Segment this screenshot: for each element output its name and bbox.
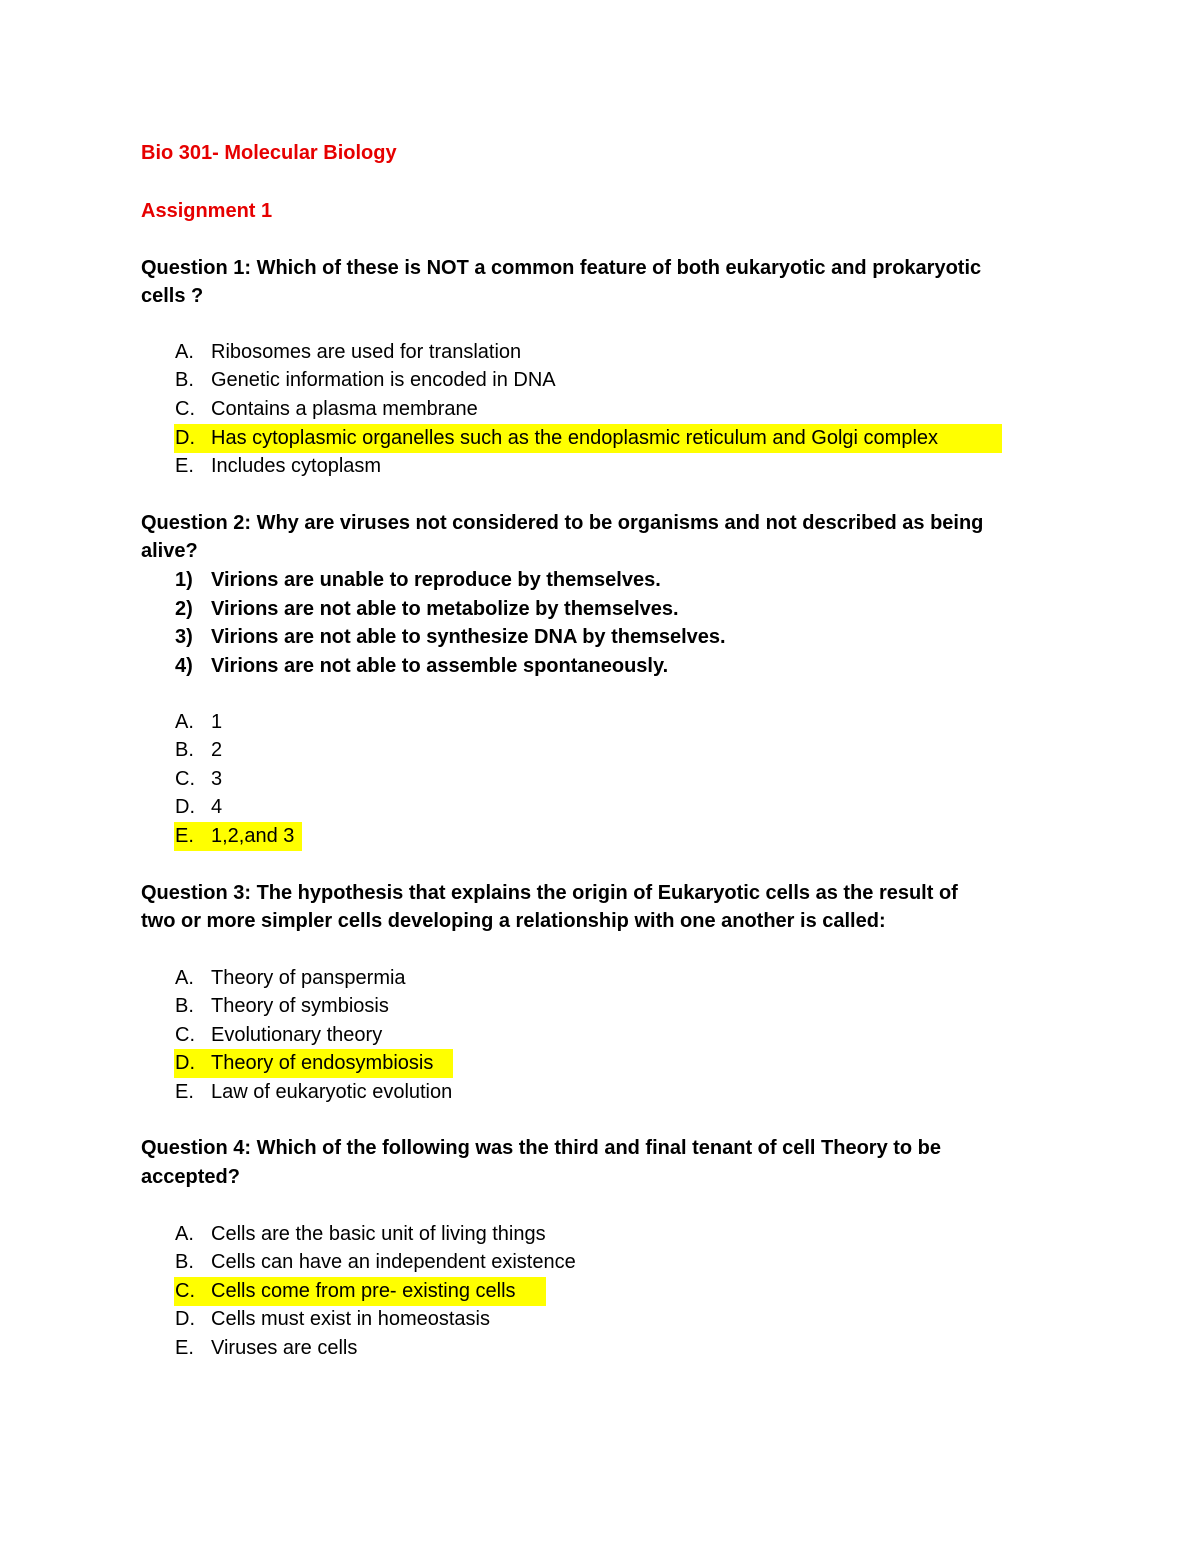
document-title: Bio 301- Molecular Biology	[141, 142, 397, 164]
option-label: C.	[175, 1024, 195, 1046]
option-label: A.	[175, 341, 194, 363]
option-text: Cells can have an independent existence	[211, 1251, 576, 1273]
answer-option	[0, 1021, 1200, 1050]
option-label: D.	[175, 427, 195, 449]
option-text: Genetic information is encoded in DNA	[211, 369, 556, 391]
answer-option	[0, 1248, 1200, 1277]
option-text: 1,2,and 3	[211, 825, 295, 847]
option-label: C.	[175, 1280, 195, 1302]
option-text: Includes cytoplasm	[211, 455, 382, 477]
answer-option	[0, 452, 1200, 481]
option-text: 4	[211, 796, 223, 818]
option-text: Ribosomes are used for translation	[211, 341, 522, 363]
statement-text: Virions are not able to metabolize by themselves.	[211, 598, 679, 620]
answer-option	[0, 1220, 1200, 1249]
answer-option	[0, 338, 1200, 367]
question-2-text-cont: alive?	[141, 540, 198, 562]
statement-text: Virions are not able to assemble spontaneously.	[211, 655, 669, 677]
answer-option	[0, 1334, 1200, 1363]
option-text: Law of eukaryotic evolution	[211, 1081, 453, 1103]
option-text: Evolutionary theory	[211, 1024, 383, 1046]
option-label: E.	[175, 455, 194, 477]
option-label: E.	[175, 1337, 194, 1359]
option-text: Cells must exist in homeostasis	[211, 1308, 490, 1330]
option-label: A.	[175, 967, 194, 989]
numbered-statement	[0, 566, 1200, 595]
option-label: E.	[175, 1081, 194, 1103]
option-label: B.	[175, 369, 194, 391]
option-label: B.	[175, 739, 194, 761]
answer-option	[0, 1305, 1200, 1334]
option-label: D.	[175, 1052, 195, 1074]
option-text: Contains a plasma membrane	[211, 398, 478, 420]
question-3-text-cont: two or more simpler cells developing a relationship with one another is called:	[141, 910, 886, 932]
option-label: A.	[175, 1223, 194, 1245]
option-label: B.	[175, 995, 194, 1017]
answer-option-highlighted	[0, 424, 1200, 453]
question-2-text: Question 2: Why are viruses not considered to be organisms and not described as being	[141, 512, 984, 534]
question-4-text: Question 4: Which of the following was the third and final tenant of cell Theory to be	[141, 1137, 942, 1159]
question-1-text: Question 1: Which of these is NOT a common feature of both eukaryotic and prokaryotic	[141, 257, 982, 279]
option-label: C.	[175, 398, 195, 420]
option-text: Cells are the basic unit of living things	[211, 1223, 546, 1245]
answer-option	[0, 765, 1200, 794]
option-text: Viruses are cells	[211, 1337, 358, 1359]
question-1-text-cont: cells ?	[141, 285, 204, 307]
option-text: 3	[211, 768, 223, 790]
answer-option	[0, 395, 1200, 424]
answer-option	[0, 992, 1200, 1021]
option-text: Theory of endosymbiosis	[211, 1052, 434, 1074]
answer-option-highlighted	[0, 822, 1200, 851]
option-text: 1	[211, 711, 223, 733]
statement-number: 4)	[175, 655, 193, 677]
statement-text: Virions are unable to reproduce by themselves.	[211, 569, 661, 591]
numbered-statement	[0, 595, 1200, 624]
answer-option	[0, 964, 1200, 993]
option-label: A.	[175, 711, 194, 733]
option-text: Theory of symbiosis	[211, 995, 389, 1017]
question-4-text-cont: accepted?	[141, 1166, 240, 1188]
answer-option-highlighted	[0, 1049, 1200, 1078]
answer-option	[0, 1078, 1200, 1107]
answer-option	[0, 736, 1200, 765]
option-text: Cells come from pre- existing cells	[211, 1280, 516, 1302]
assignment-heading: Assignment 1	[141, 200, 273, 222]
option-text: Theory of panspermia	[211, 967, 406, 989]
question-3-text: Question 3: The hypothesis that explains the origin of Eukaryotic cells as the result of	[141, 882, 958, 904]
answer-option	[0, 793, 1200, 822]
statement-number: 3)	[175, 626, 193, 648]
answer-option	[0, 366, 1200, 395]
numbered-statement	[0, 623, 1200, 652]
answer-option-highlighted	[0, 1277, 1200, 1306]
statement-number: 2)	[175, 598, 193, 620]
option-text: 2	[211, 739, 223, 761]
option-label: D.	[175, 1308, 195, 1330]
option-label: E.	[175, 825, 194, 847]
option-label: B.	[175, 1251, 194, 1273]
option-label: D.	[175, 796, 195, 818]
option-text: Has cytoplasmic organelles such as the endoplasmic reticulum and Golgi complex	[211, 427, 939, 449]
statement-text: Virions are not able to synthesize DNA by themselves.	[211, 626, 726, 648]
numbered-statement	[0, 652, 1200, 681]
answer-option	[0, 708, 1200, 737]
option-label: C.	[175, 768, 195, 790]
statement-number: 1)	[175, 569, 193, 591]
